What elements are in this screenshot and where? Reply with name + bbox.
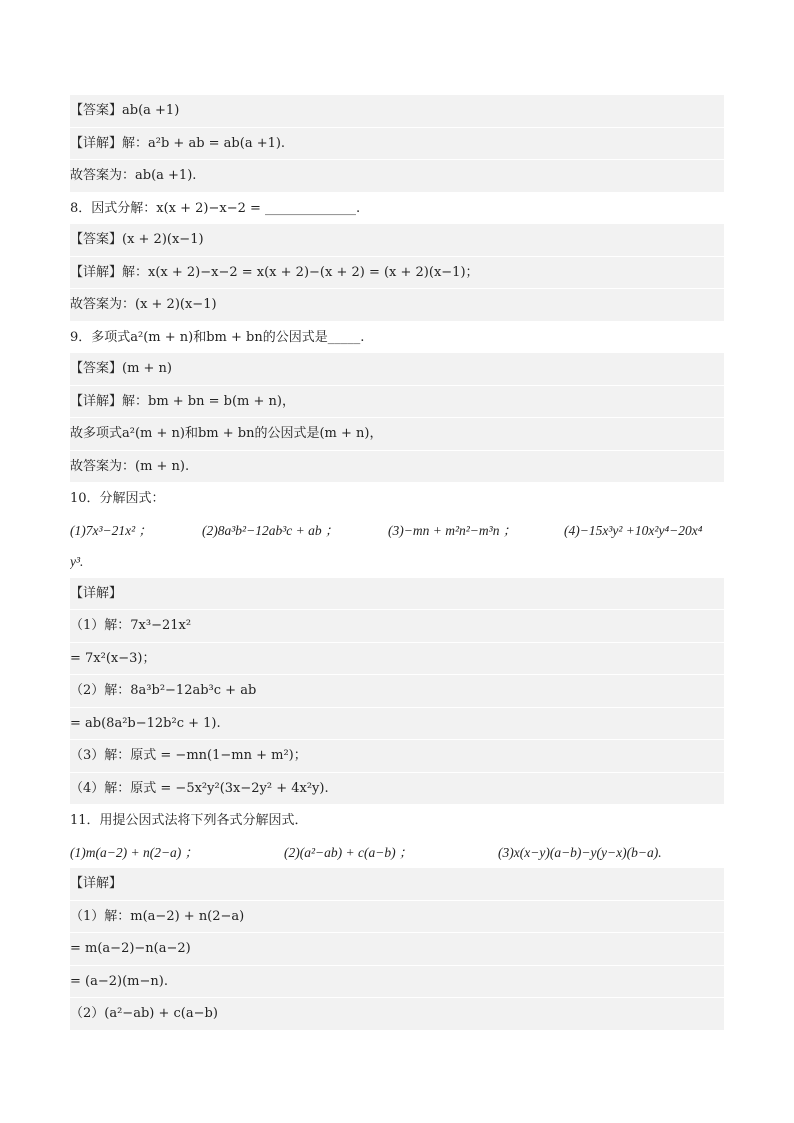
question-10-options: [70, 515, 724, 547]
q11-option-1: (1)m(a−2) + n(2−a) ；: [70, 844, 199, 860]
answer-line: 【详解】: [70, 868, 724, 901]
answer-line: = (a−2)(m−n).: [70, 966, 724, 999]
answer-line: 【详解】解：bm + bn = b(m + n)，: [70, 386, 724, 419]
answer-line: （4）解：原式 = −5x²y²(3x−2y² + 4x²y).: [70, 773, 724, 806]
answer-block-7-8-9: [70, 95, 724, 515]
q11-option-3: (3)x(x−y)(a−b)−y(y−x)(b−a).: [498, 844, 662, 860]
answer-block-10: [70, 578, 724, 837]
answer-line: = m(a−2)−n(a−2): [70, 933, 724, 966]
question-line: 8．因式分解：x(x + 2)−x−2 = ______________.: [70, 193, 724, 225]
answer-line: 故答案为：(m + n).: [70, 451, 724, 484]
question-line: 10．分解因式：: [70, 483, 724, 515]
question-11-options: [70, 837, 724, 869]
answer-line: 故答案为：(x + 2)(x−1): [70, 289, 724, 322]
q10-option-4: (4)−15x³y² +10x²y⁴−20x⁴: [564, 522, 703, 538]
answer-line: 故多项式a²(m + n)和bm + bn的公因式是(m + n)，: [70, 418, 724, 451]
q10-option-2: (2)8a³b²−12ab³c + ab ；: [202, 522, 339, 538]
question-line: 9．多项式a²(m + n)和bm + bn的公因式是_____.: [70, 322, 724, 354]
answer-line: 【答案】(m + n): [70, 353, 724, 386]
question-line: 11．用提公因式法将下列各式分解因式．: [70, 805, 724, 837]
answer-line: 【答案】(x + 2)(x−1): [70, 224, 724, 257]
answer-line: （1）解：7x³−21x²: [70, 610, 724, 643]
answer-line: = ab(8a²b−12b²c + 1).: [70, 708, 724, 741]
q10-option-1: (1)7x³−21x² ；: [70, 522, 153, 538]
answer-line: 【详解】解：x(x + 2)−x−2 = x(x + 2)−(x + 2) = (x + 2)(x−1)；: [70, 257, 724, 290]
answer-line: （2）解：8a³b²−12ab³c + ab: [70, 675, 724, 708]
answer-line: 【详解】解：a²b + ab = ab(a +1).: [70, 128, 724, 161]
document-page: [70, 95, 724, 1031]
q10-option-3: (3)−mn + m²n²−m³n ；: [388, 522, 517, 538]
answer-line: 【详解】: [70, 578, 724, 611]
answer-line: （1）解：m(a−2) + n(2−a): [70, 901, 724, 934]
answer-block-11: [70, 868, 724, 1031]
answer-line: 故答案为：ab(a +1).: [70, 160, 724, 193]
answer-line: = 7x²(x−3)；: [70, 643, 724, 676]
answer-line: 【答案】ab(a +1): [70, 95, 724, 128]
q10-option-4-continued: y³.: [70, 546, 724, 578]
answer-line: （2）(a²−ab) + c(a−b): [70, 998, 724, 1031]
q11-option-2: (2)(a²−ab) + c(a−b) ；: [284, 844, 413, 860]
answer-line: （3）解：原式 = −mn(1−mn + m²)；: [70, 740, 724, 773]
